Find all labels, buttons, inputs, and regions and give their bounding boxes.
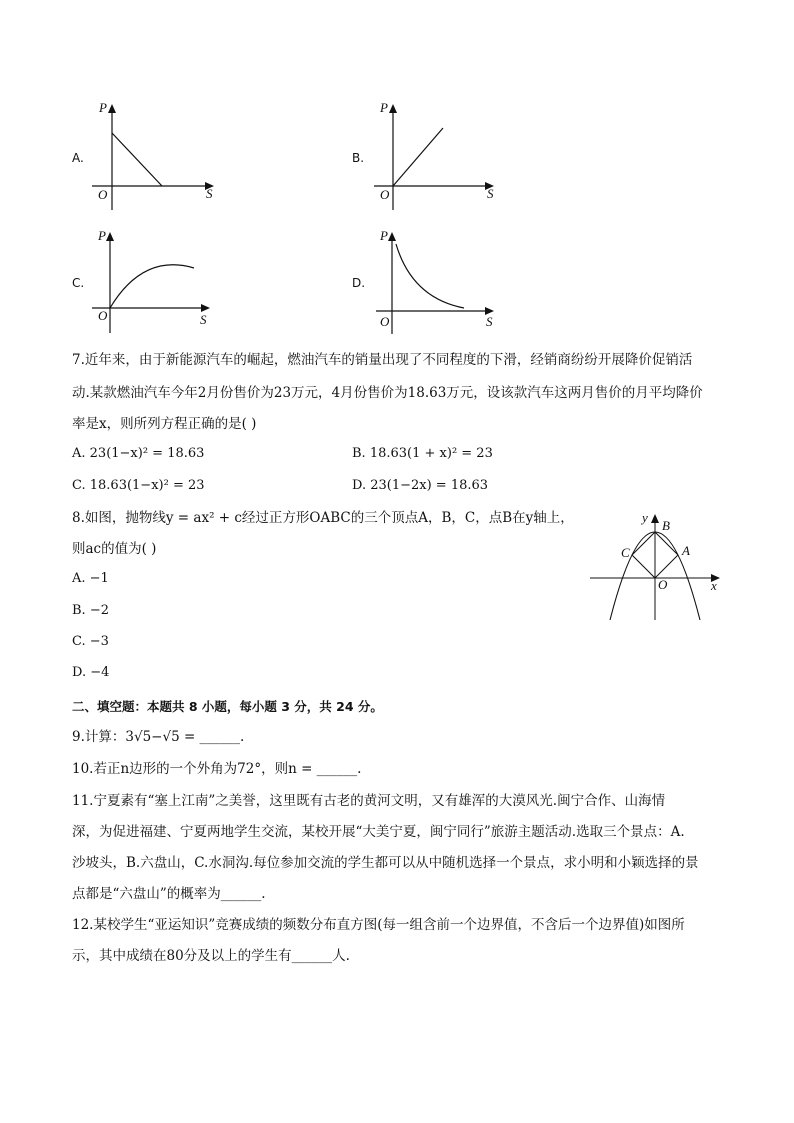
axis-p-label: P	[98, 228, 106, 243]
parabola-square-svg	[586, 508, 726, 626]
q8-line-1: 8.如图，抛物线y = ax² + c经过正方形OABC的三个顶点A，B，C，点B在y轴上，	[72, 510, 574, 526]
axis-p-label: P	[380, 228, 388, 243]
q7-line-3: 率是x，则所列方程正确的是( )	[72, 416, 257, 432]
q8-line-2: 则ac的值为( )	[72, 541, 157, 557]
q12-line-1: 12.某校学生“亚运知识”竞赛成绩的频数分布直方图(每一组含前一个边界值，不含后一个边界值)如图所	[72, 917, 685, 933]
axis-s-label: S	[206, 186, 213, 201]
q8-choice-b[interactable]: B. −2	[72, 603, 109, 618]
q7-choice-a[interactable]: A. 23(1−x)² = 18.63	[72, 446, 205, 461]
q8-choice-a[interactable]: A. −1	[72, 571, 109, 586]
q7-line-2: 动.某款燃油汽车今年2月份售价为23万元，4月份售价为18.63万元，设该款汽车这两月售价的月平均降价	[72, 385, 703, 401]
option-c-label: C.	[72, 276, 85, 290]
q12-line-2: 示，其中成绩在80分及以上的学生有______人.	[72, 948, 350, 964]
q7-line-1: 7.近年来，由于新能源汽车的崛起，燃油汽车的销量出现了不同程度的下滑，经销商纷纷开展降价促销活	[72, 352, 693, 368]
origin-label: O	[98, 187, 108, 202]
origin-label: O	[380, 314, 390, 329]
fig-x-label: x	[711, 578, 717, 593]
q7-choice-c[interactable]: C. 18.63(1−x)² = 23	[72, 478, 205, 493]
q8-choice-c[interactable]: C. −3	[72, 634, 109, 649]
q9-text: 9.计算：3√5−√5 = ______.	[72, 729, 245, 745]
option-a-label: A.	[72, 151, 84, 165]
q11-line-2: 深，为促进福建、宁夏两地学生交流，某校开展“大美宁夏，闽宁同行”旅游主题活动.选取三个景点：A.	[72, 824, 685, 840]
q8-choice-d[interactable]: D. −4	[72, 665, 110, 680]
q11-line-4: 点都是“六盘山”的概率为______.	[72, 886, 266, 902]
q10-text: 10.若正n边形的一个外角为72°，则n = ______.	[72, 761, 362, 777]
option-b-label: B.	[352, 151, 365, 165]
q11-line-1: 11.宁夏素有“塞上江南”之美誉，这里既有古老的黄河文明，又有雄浑的大漠风光.闽宁合作、山海情	[72, 793, 666, 809]
origin-label: O	[98, 308, 108, 323]
axis-s-label: S	[200, 312, 207, 327]
axis-p-label: P	[380, 100, 388, 115]
section-2-heading: 二、填空题：本题共 8 小题，每小题 3 分，共 24 分。	[72, 699, 383, 714]
fig-a-label: A	[682, 543, 690, 558]
fig-c-label: C	[621, 545, 630, 560]
q11-line-3: 沙坡头，B.六盘山，C.水洞沟.每位参加交流的学生都可以从中随机选择一个景点，求小明和小颖选择的景	[72, 855, 699, 871]
increasing-line	[393, 128, 443, 186]
option-d-label: D.	[352, 276, 366, 290]
axis-s-label: S	[487, 186, 494, 201]
fig-o-label: O	[658, 577, 668, 592]
decreasing-line	[112, 133, 162, 186]
graph-c-svg	[88, 228, 228, 343]
axis-p-label: P	[99, 100, 107, 115]
fig-y-label: y	[642, 510, 648, 525]
origin-label: O	[380, 187, 390, 202]
fig-b-label: B	[662, 518, 670, 533]
axis-s-label: S	[486, 314, 493, 329]
hyperbola-curve	[396, 244, 464, 308]
q7-choice-b[interactable]: B. 18.63(1 + x)² = 23	[352, 446, 493, 461]
concave-curve	[110, 265, 194, 308]
q7-choice-d[interactable]: D. 23(1−2x) = 18.63	[352, 478, 489, 493]
